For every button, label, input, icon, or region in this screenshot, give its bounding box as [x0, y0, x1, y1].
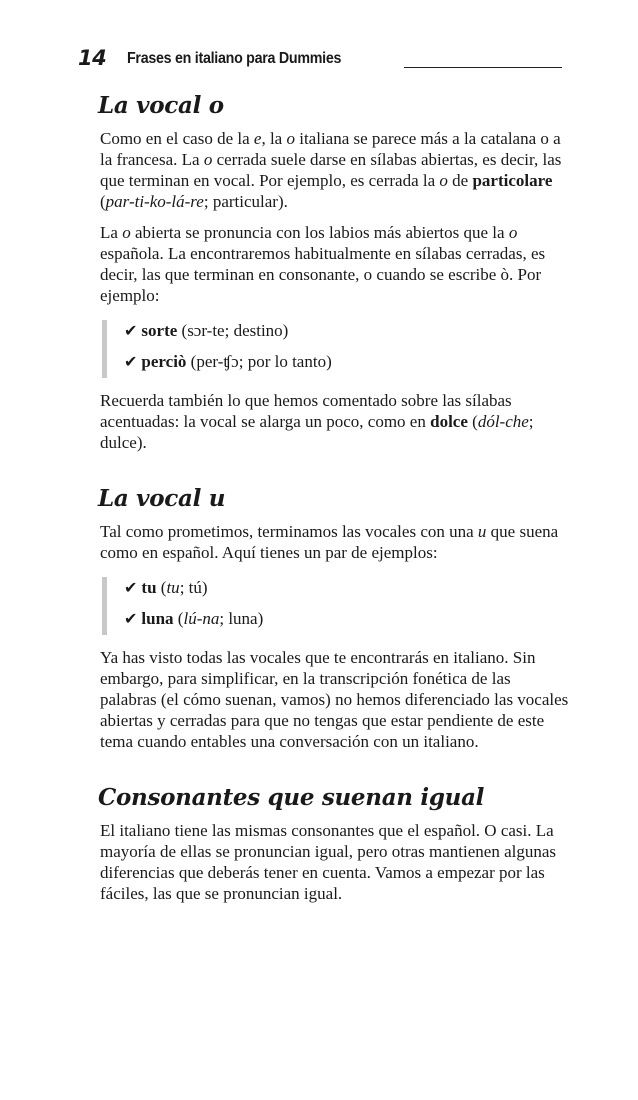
list-item: ✔ perciò (per-ʧɔ; por lo tanto) [124, 352, 332, 371]
page-content [100, 92, 570, 914]
list-item: ✔ tu (tu; tú) [124, 578, 208, 597]
example-list-vocal-o [100, 316, 570, 384]
paragraph-vocal-o-3: Recuerda también lo que hemos comentado sobre las sílabas acentuadas: la vocal se alarga un poco, como en dolce (dól-che; dulce). [100, 391, 534, 452]
example-bar [102, 577, 107, 635]
check-mark-icon: ✔ [124, 609, 138, 628]
header-rule [404, 67, 562, 68]
example-list-vocal-u [100, 573, 570, 641]
paragraph-vocal-o-2: La o abierta se pronuncia con los labios más abiertos que la o española. La encontraremos habitualmente en sílabas cerradas, es decir, las que terminan en consonante, o cuando se escribe ò. Por ejemplo: [100, 223, 546, 305]
paragraph-vocal-o-1: Como en el caso de la e, la o italiana se parece más a la catalana o a la francesa. La o cerrada suele darse en sílabas abiertas, es decir, las que terminan en vocal. Por ejemplo, es cerrada la o de particolare (par-ti-ko-lá-re; particular). [100, 129, 562, 211]
running-header [78, 46, 562, 76]
running-title: Frases en italiano para Dummies [127, 50, 342, 67]
list-item: ✔ luna (lú-na; luna) [124, 609, 264, 628]
check-mark-icon: ✔ [124, 321, 138, 340]
paragraph-consonantes-1: El italiano tiene las mismas consonantes que el español. O casi. La mayoría de ellas se pronuncian igual, pero otras mantienen algunas diferencias que deberás tener en cuenta. Vamos a empezar por las fáciles, las que se pronuncian igual. [100, 821, 557, 903]
heading-vocal-o: La vocal o [98, 92, 224, 119]
check-mark-icon: ✔ [124, 578, 138, 597]
paragraph-vocal-u-1: Tal como prometimos, terminamos las vocales con una u que suena como en español. Aquí tienes un par de ejemplos: [100, 522, 559, 562]
heading-vocal-u: La vocal u [98, 485, 226, 512]
example-bar [102, 320, 107, 378]
paragraph-vocal-u-2: Ya has visto todas las vocales que te encontrarás en italiano. Sin embargo, para simplificar, en la transcripción fonética de las palabras (el cómo suenan, vamos) no hemos diferenciado las vocales abiertas y cerradas para que no tengas que estar pendiente de este tema cuando entables una conversación con un italiano. [100, 648, 569, 751]
heading-consonantes: Consonantes que suenan igual [98, 784, 485, 811]
page-number: 14 [78, 46, 107, 70]
check-mark-icon: ✔ [124, 352, 138, 371]
list-item: ✔ sorte (sɔr-te; destino) [124, 321, 289, 340]
term-particolare: particolare [472, 171, 553, 190]
